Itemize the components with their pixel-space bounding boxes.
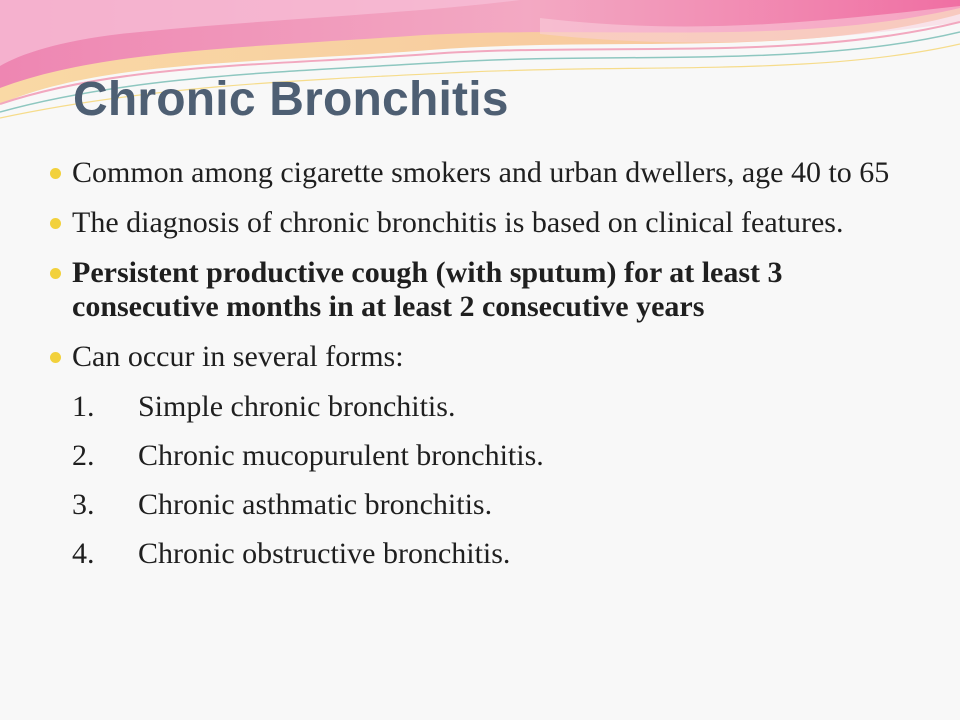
item-number: 1. (72, 390, 95, 423)
bullet-dot-icon (50, 218, 61, 229)
item-number: 3. (72, 488, 95, 521)
bullet-item (50, 340, 920, 374)
bullet-text: Common among cigarette smokers and urban dwellers, age 40 to 65 (72, 156, 890, 189)
bullet-item-emphasis (50, 256, 920, 324)
bullet-dot-icon (50, 352, 61, 363)
item-text: Chronic mucopurulent bronchitis. (138, 439, 544, 472)
numbered-item (50, 488, 920, 522)
item-number: 4. (72, 537, 95, 570)
bullet-text: The diagnosis of chronic bronchitis is based on clinical features. (72, 206, 844, 239)
bullet-text: Persistent productive cough (with sputum) for at least 3 consecutive months in at least 2 consecutive years (72, 256, 783, 323)
item-number: 2. (72, 439, 95, 472)
bullet-dot-icon (50, 268, 61, 279)
slide-title: Chronic Bronchitis (73, 73, 509, 126)
item-text: Chronic obstructive bronchitis. (138, 537, 511, 570)
bullet-dot-icon (50, 168, 61, 179)
item-text: Simple chronic bronchitis. (138, 390, 456, 423)
bullet-item (50, 156, 920, 190)
item-text: Chronic asthmatic bronchitis. (138, 488, 493, 521)
numbered-item (50, 537, 920, 571)
numbered-item (50, 390, 920, 424)
bullet-item (50, 206, 920, 240)
bullet-list (50, 156, 920, 586)
numbered-item (50, 439, 920, 473)
bullet-text: Can occur in several forms: (72, 340, 404, 373)
